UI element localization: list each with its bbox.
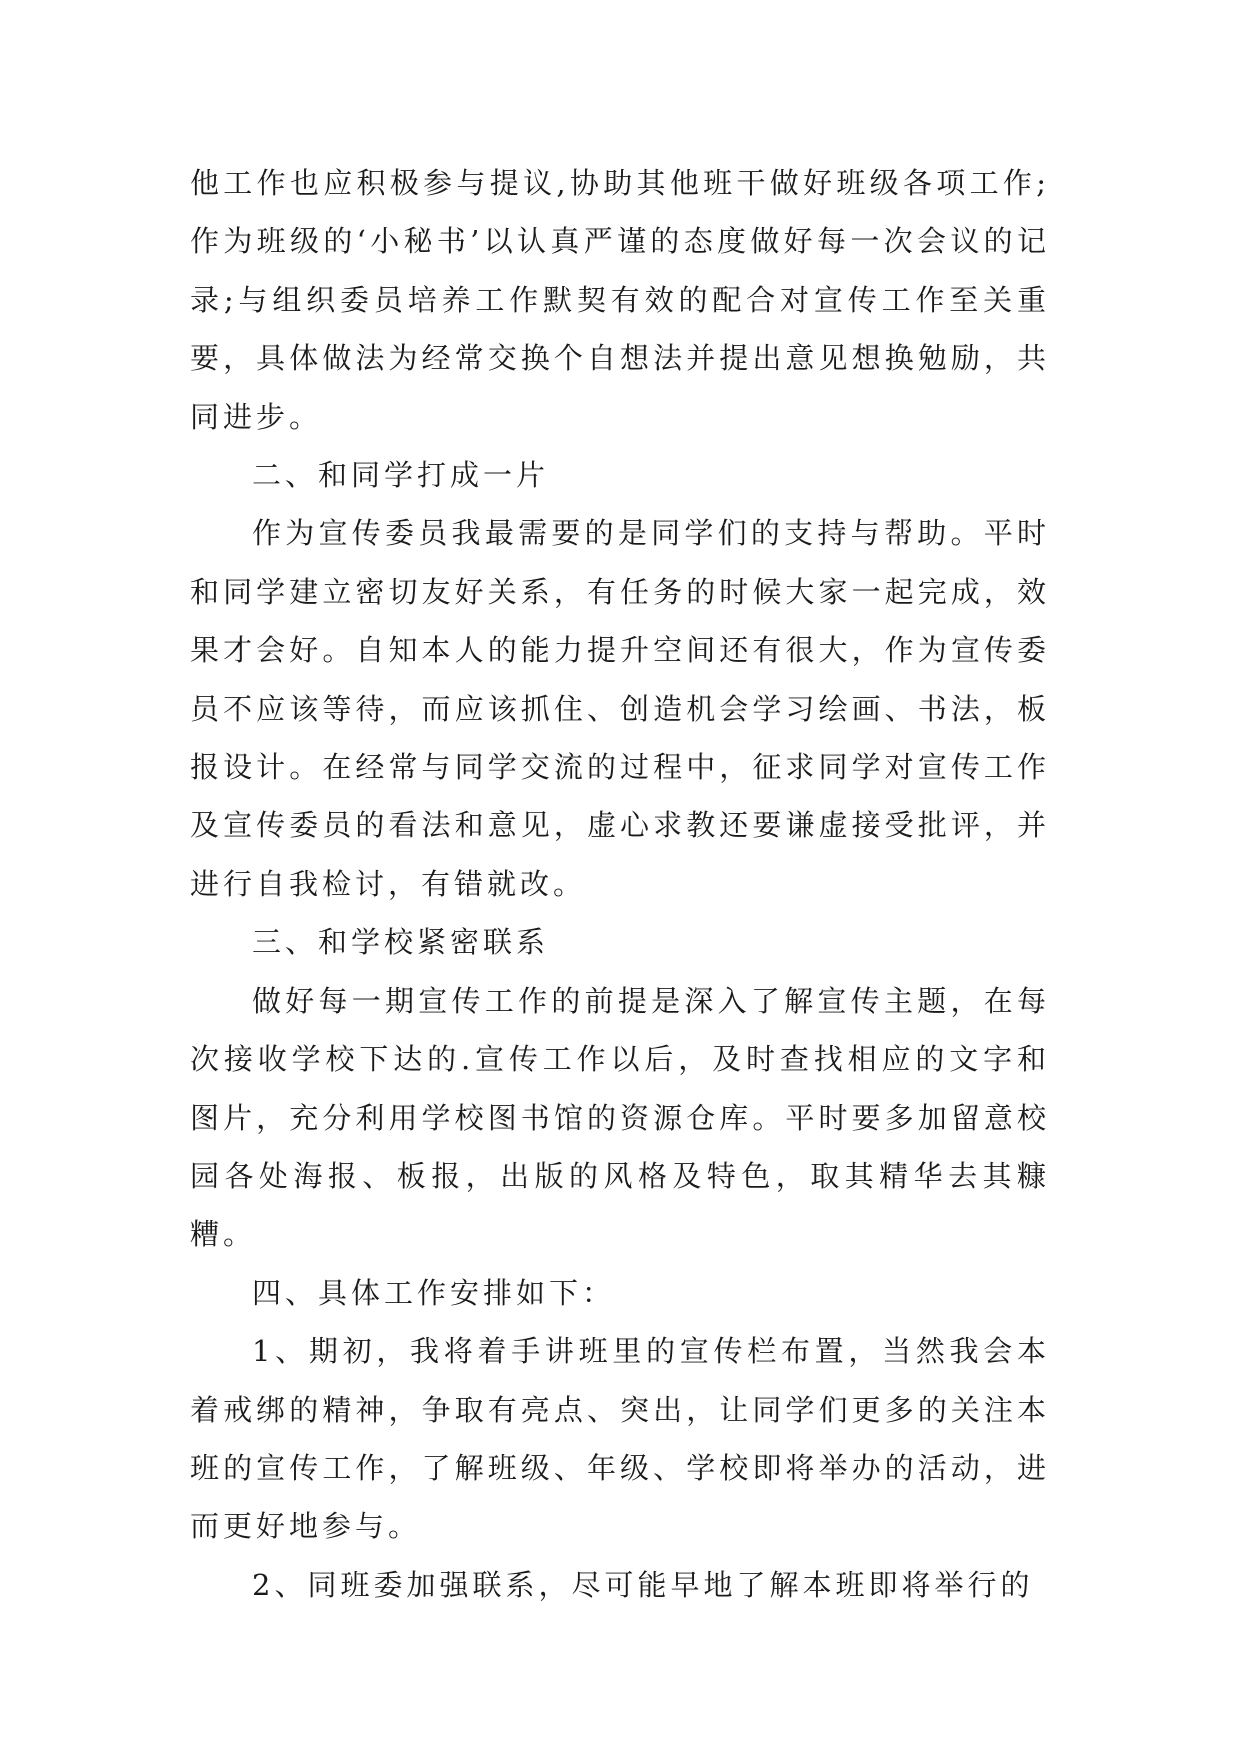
paragraph-school: 做好每一期宣传工作的前提是深入了解宣传主题，在每次接收学校下达的.宣传工作以后，及时查找相应的文字和图片，充分利用学校图书馆的资源仓库。平时要多加留意校园各处海报、板报，出版的风格及特色，取其精华去其糠糟。	[190, 983, 1050, 1252]
list-item-1: 1、期初，我将着手讲班里的宣传栏布置，当然我会本着戒绑的精神，争取有亮点、突出，让同学们更多的关注本班的宣传工作，了解班级、年级、学校即将举办的活动，进而更好地参与。	[190, 1334, 1050, 1544]
section-heading-three: 三、和学校紧密联系	[252, 925, 550, 960]
paragraph-classmates: 作为宣传委员我最需要的是同学们的支持与帮助。平时和同学建立密切友好关系，有任务的时候大家一起完成，效果才会好。自知本人的能力提升空间还有很大，作为宣传委员不应该等待，而应该抓住、创造机会学习绘画、书法，板报设计。在经常与同学交流的过程中，征求同学对宣传工作及宣传委员的看法和意见，虚心求教还要谦虚接受批评，并进行自我检讨，有错就改。	[190, 516, 1050, 901]
list-item-2: 2、同班委加强联系，尽可能早地了解本班即将举行的	[252, 1567, 1034, 1602]
section-heading-four: 四、具体工作安排如下：	[252, 1275, 616, 1310]
document-body	[190, 154, 1050, 1614]
paragraph-continuation: 他工作也应积极参与提议,协助其他班干做好班级各项工作;作为班级的‘小秘书’以认真严谨的态度做好每一次会议的记录;与组织委员培养工作默契有效的配合对宣传工作至关重要，具体做法为经常交换个自想法并提出意见想换勉励，共同进步。	[190, 166, 1050, 434]
section-heading-two: 二、和同学打成一片	[252, 458, 550, 493]
